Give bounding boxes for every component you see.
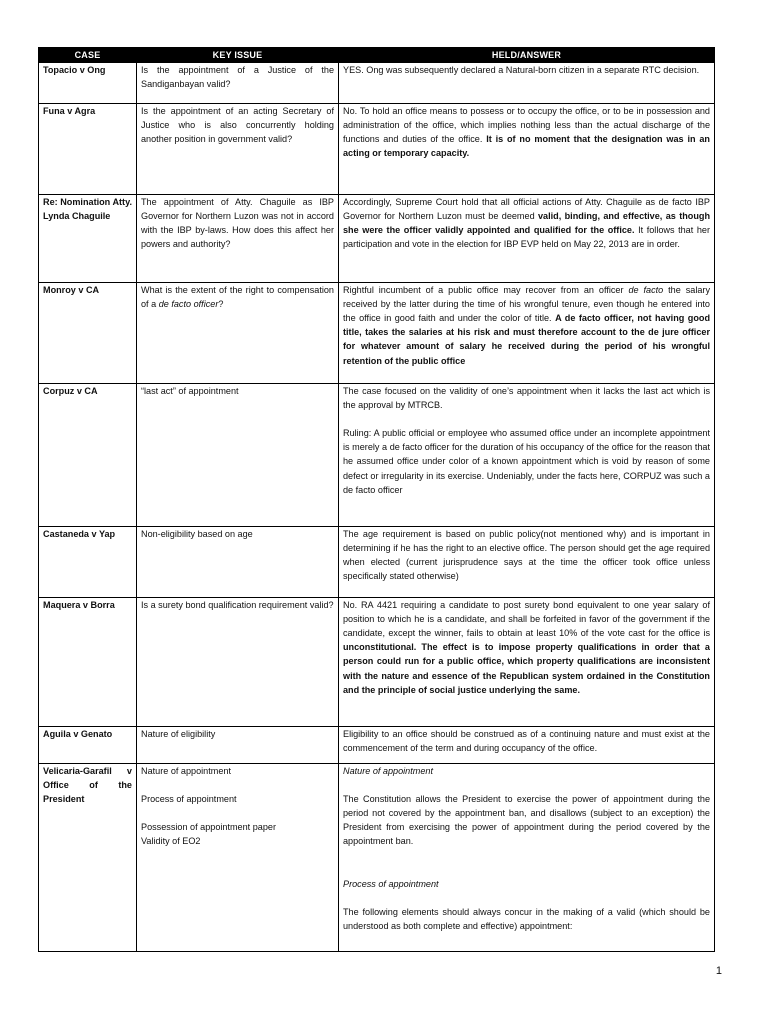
held-answer bbox=[339, 527, 715, 598]
held-text-bold: valid, binding, and effective, as though she were the officer validly appointed and qualified for the office. bbox=[343, 211, 710, 236]
key-issue bbox=[137, 727, 339, 764]
case-name: Funa v Agra bbox=[39, 104, 137, 195]
key-issue bbox=[137, 104, 339, 195]
case-name: Monroy v CA bbox=[39, 283, 137, 384]
held-text: Rightful incumbent of a public office may recover from an officer bbox=[343, 285, 629, 296]
held-paragraph bbox=[343, 792, 710, 848]
issue-text-part: ? bbox=[218, 299, 224, 310]
held-paragraph bbox=[343, 104, 710, 160]
held-answer bbox=[339, 195, 715, 283]
held-paragraph bbox=[343, 598, 710, 697]
held-paragraph bbox=[343, 426, 710, 496]
key-issue bbox=[137, 283, 339, 384]
held-paragraph bbox=[343, 727, 710, 755]
key-issue bbox=[137, 764, 339, 952]
key-issue bbox=[137, 195, 339, 283]
held-paragraph bbox=[343, 764, 710, 778]
held-subheading: Nature of appointment bbox=[343, 766, 433, 777]
issue-text: “last act” of appointment bbox=[141, 386, 239, 397]
held-paragraph bbox=[343, 283, 710, 368]
issue-text bbox=[141, 283, 334, 311]
held-text: The following elements should always concur in the making of a valid (which should be understood as both complete and effective) appointment: bbox=[343, 906, 710, 931]
held-answer bbox=[339, 727, 715, 764]
held-text: The case focused on the validity of one’s appointment when it lacks the last act which is the approval by MTRCB. bbox=[343, 386, 710, 411]
held-paragraph bbox=[343, 527, 710, 583]
issue-text: Nature of eligibility bbox=[141, 729, 216, 740]
case-name: Maquera v Borra bbox=[39, 598, 137, 727]
held-text: the salary received by the latter during the time of his wrongful tenure, even though he entered into the office in good faith and under the color of title. bbox=[343, 285, 710, 324]
table-row bbox=[39, 727, 715, 764]
issue-text: The appointment of Atty. Chaguile as IBP Governor for Northern Luzon was not in accord with the IBP by-laws. How does this affect her powers and authority? bbox=[141, 197, 334, 250]
held-answer bbox=[339, 598, 715, 727]
table-row bbox=[39, 598, 715, 727]
issue-text-italic: de facto officer bbox=[158, 299, 219, 310]
held-text: No. RA 4421 requiring a candidate to post surety bond equivalent to one year salary of position to which he is a candidate, and shall be forfeited in favor of the government if the candidate, except the winner, fails to obtain at least 10% of the vote cast for the office is bbox=[343, 600, 710, 639]
key-issue bbox=[137, 63, 339, 104]
header-key-issue: KEY ISSUE bbox=[137, 48, 339, 63]
held-text-bold: unconstitutional. The effect is to impose property qualifications in order that a person could run for a public office, which property qualifications are inconsistent with the nature and essence of the Republican system ordained in the Constitution and the principle of social justice underlying the same. bbox=[343, 642, 710, 695]
held-text: The Constitution allows the President to exercise the power of appointment during the period not covered by the appointment ban, and disallows (subject to an exception) the President from exercising the power of appointment during the period covered by the appointment ban. bbox=[343, 794, 710, 847]
table-row bbox=[39, 104, 715, 195]
issue-text: Non-eligibility based on age bbox=[141, 529, 253, 540]
held-answer bbox=[339, 63, 715, 104]
issue-text: Is a surety bond qualification requirement valid? bbox=[141, 600, 334, 611]
key-issue bbox=[137, 527, 339, 598]
held-text: Ruling: A public official or employee who assumed office under an incomplete appointment is merely a de facto officer for the duration of his occupancy of the office for the reason that he assumed office under color of a known appointment which is void by reason of some defect or irregularity in its exercise. Undeniably, under the facts here, CORPUZ was such a de facto officer bbox=[343, 428, 710, 495]
table-row bbox=[39, 283, 715, 384]
header-held-answer: HELD/ANSWER bbox=[339, 48, 715, 63]
held-text: Eligibility to an office should be construed as of a continuing nature and must exist at the commencement of the term and during occupancy of the office. bbox=[343, 729, 710, 754]
page-number: 1 bbox=[715, 965, 722, 977]
case-name: Re: Nomination Atty. Lynda Chaguile bbox=[39, 195, 137, 283]
held-paragraph bbox=[343, 877, 710, 891]
table-row bbox=[39, 63, 715, 104]
held-answer bbox=[339, 283, 715, 384]
case-digest-table bbox=[38, 47, 715, 952]
held-paragraph bbox=[343, 905, 710, 933]
case-name: Topacio v Ong bbox=[39, 63, 137, 104]
held-text: No. To hold an office means to possess or to occupy the office, or to be in possession and administration of the office, which implies nothing less than the actual discharge of the functions and duties of the office. bbox=[343, 106, 710, 145]
issue-text: Nature of appointment bbox=[141, 766, 231, 777]
held-subheading: Process of appointment bbox=[343, 878, 439, 889]
case-name: Castaneda v Yap bbox=[39, 527, 137, 598]
case-name: Velicaria-Garafil v Office of the President bbox=[39, 764, 137, 952]
issue-text-part: What is the extent of the right to compensation of a bbox=[141, 285, 334, 310]
table-row bbox=[39, 527, 715, 598]
table-row bbox=[39, 764, 715, 952]
held-answer bbox=[339, 764, 715, 952]
held-paragraph bbox=[343, 384, 710, 412]
held-paragraph bbox=[343, 63, 710, 77]
held-text: Accordingly, Supreme Court hold that all official actions of Atty. Chaguile as de facto IBP Governor for Northern Luzon must be deemed bbox=[343, 197, 710, 222]
table-header-row bbox=[39, 48, 715, 63]
table-row bbox=[39, 195, 715, 283]
held-text: The age requirement is based on public policy(not mentioned why) and is important in determining if he has the right to an elective office. The person should get the age required when elected (current jurisprudence says at the time the officer took office unless specifically stated otherwise) bbox=[343, 529, 710, 582]
issue-text: Process of appointment bbox=[141, 794, 237, 805]
issue-text: Is the appointment of a Justice of the Sandiganbayan valid? bbox=[141, 65, 334, 90]
held-paragraph bbox=[343, 195, 710, 251]
key-issue bbox=[137, 598, 339, 727]
case-name: Corpuz v CA bbox=[39, 384, 137, 527]
held-text: It follows that her participation and vote in the election for IBP EVP held on May 22, 2013 are in order. bbox=[343, 225, 710, 250]
header-case: CASE bbox=[39, 48, 137, 63]
held-text-bold: It is of no moment that the designation was in an acting or temporary capacity. bbox=[343, 134, 710, 159]
issue-text: Is the appointment of an acting Secretary of Justice who is also concurrently holding another position in government valid? bbox=[141, 106, 334, 145]
key-issue bbox=[137, 384, 339, 527]
held-answer bbox=[339, 104, 715, 195]
table-row bbox=[39, 384, 715, 527]
issue-text: Possession of appointment paper Validity of EO2 bbox=[141, 822, 276, 847]
held-text: YES. Ong was subsequently declared a Natural-born citizen in a separate RTC decision. bbox=[343, 65, 700, 76]
held-text-bold: A de facto officer, not having good title, takes the salaries at his risk and must therefore account to the de jure officer for whatever amount of salary he received during the period of his wrongful retention of the public office bbox=[343, 313, 710, 366]
case-name: Aguila v Genato bbox=[39, 727, 137, 764]
held-text-italic: de facto bbox=[628, 285, 664, 296]
held-answer bbox=[339, 384, 715, 527]
